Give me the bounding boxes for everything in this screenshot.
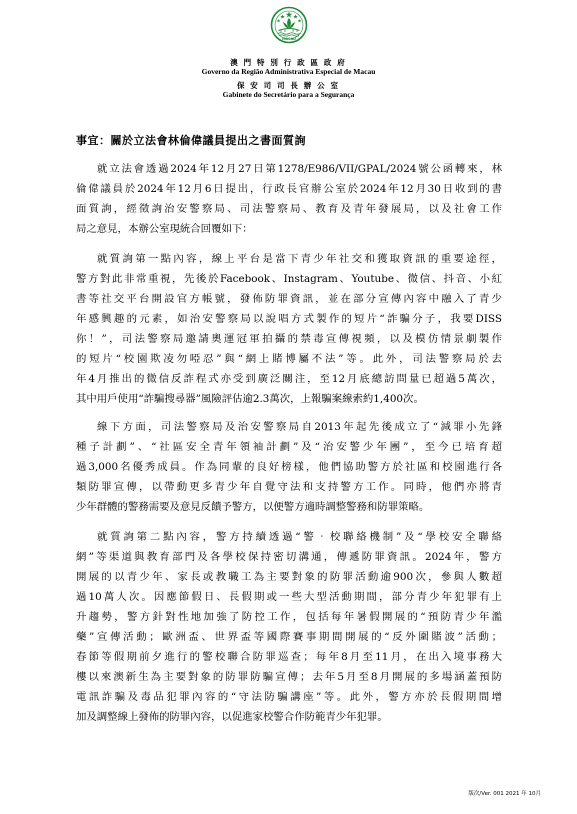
paragraph-line: 年4月推出的微信反詐程式亦受到廣泛關注，至12月底總訪問量已超過5萬次，	[76, 373, 502, 385]
paragraph-line: 其中用戶使用“詐騙搜尋器”風險評估逾2.3萬次，上報騙案線索約1,400次。	[76, 393, 424, 405]
paragraph-line: 樓以來澳新生為主要對象的防罪防騙宣傳；去年5月至8月開展的多場涵蓋預防	[76, 671, 502, 683]
paragraph-line: 局之意見，本辦公室現統合回覆如下：	[76, 223, 253, 235]
paragraph-line: 面質詢，經徵詢治安警察局、司法警察局、教育及青年發展局，以及社會工作	[76, 203, 502, 215]
paragraph-line: 就立法會透過2024年12月27日第1278/E986/VII/GPAL/2024號公函轉來，林	[97, 163, 502, 175]
paragraph-line: 升趨勢，警方針對性地加強了防控工作，包括每年暑假開展的“預防青少年濫	[76, 611, 502, 623]
paragraph-line: 春節等假期前夕進行的警校聯合防罪巡查；每年8月至11月，在出入境事務大	[76, 651, 502, 663]
document-subject: 事宜：關於立法會林倫偉議員提出之書面質詢	[76, 134, 306, 147]
paragraph-line: 網”等渠道與教育部門及各學校保持密切溝通，傳遞防罪資訊。2024年，警方	[76, 551, 502, 563]
paragraph-line: 種子計劃”、“社區安全青年領袖計劃”及“治安警少年團”，至今已培育超	[76, 441, 502, 453]
paragraph-line: 就質詢第一點內容，線上平台是當下青少年社交和獲取資訊的重要途徑，	[97, 253, 502, 265]
paragraph-line: 線下方面，司法警察局及治安警察局自2013年起先後成立了“減罪小先鋒	[97, 421, 502, 433]
header-government-pt: Governo da Região Administrativa Especial de Macau	[201, 67, 376, 76]
footer-version: 版次/Ver. 001 2021 年 10月	[468, 791, 541, 797]
paragraph-school-cooperation	[76, 527, 502, 727]
paragraph-online-measures	[76, 249, 502, 409]
header-government-zh: 澳 門 特 別 行 政 區 政 府	[230, 58, 347, 67]
paragraph-line: 加及調整線上發佈的防罪內容，以促進家校警合作防範青少年犯罪。	[76, 711, 388, 723]
paragraph-line: 類防罪宣傳，以帶動更多青少年自覺守法和支持警方工作。同時，他們亦將青	[76, 481, 502, 493]
paragraph-line: 少年群體的警務需要及意見反饋予警方，以便警方適時調整警務和防罪策略。	[76, 501, 430, 513]
paragraph-line: 書等社交平台開設官方帳號，發佈防罪資訊，並在部分宣傳內容中融入了青少	[76, 293, 502, 305]
paragraph-line: 年感興趣的元素，如治安警察局以說唱方式製作的短片“詐騙分子，我要DISS	[76, 313, 502, 325]
paragraph-line: 過3,000名優秀成員。作為同輩的良好榜樣，他們協助警方於社區和校園進行各	[76, 461, 502, 473]
paragraph-line: 警方對此非常重視，先後於Facebook、Instagram、Youtube、微信、抖音、小紅	[76, 273, 502, 285]
paragraph-line: 的短片“校園欺凌勿啞忍”與“網上賭博屬不法”等。此外，司法警察局於去	[76, 353, 502, 365]
header-office-pt: Gabinete do Secretário para a Segurança	[222, 90, 355, 99]
paragraph-line: 開展的以青少年、家長或教職工為主要對象的防罪活動逾900次，參與人數超	[76, 571, 502, 583]
paragraph-line: 過10萬人次。因應節假日、長假期或一些大型活動期間，部分青少年犯罪有上	[76, 591, 502, 603]
paragraph-line: 藥”宣傳活動；歐洲盃、世界盃等國際賽事期間開展的“反外圍賭波”活動；	[76, 631, 502, 643]
macau-sar-emblem-icon	[268, 6, 310, 46]
emblem-text: MACAU	[282, 36, 296, 41]
paragraph-intro	[76, 159, 502, 239]
paragraph-offline-measures	[76, 417, 502, 517]
paragraph-line: 倫偉議員於2024年12月6日提出，行政長官辦公室於2024年12月30日收到的書	[76, 183, 502, 195]
header-office-zh: 保 安 司 司 長 辦 公 室	[236, 81, 341, 90]
paragraph-line: 就質詢第二點內容，警方持續透過“警‧校聯絡機制”及“學校安全聯絡	[97, 531, 502, 543]
paragraph-line: 電訊詐騙及毒品犯罪內容的“守法防騙講座”等。此外，警方亦於長假期間增	[76, 691, 502, 703]
paragraph-line: 你！”，司法警察局邀請奧運冠軍拍攝的禁毒宣傳視頻，以及模仿情景劇製作	[76, 333, 502, 345]
